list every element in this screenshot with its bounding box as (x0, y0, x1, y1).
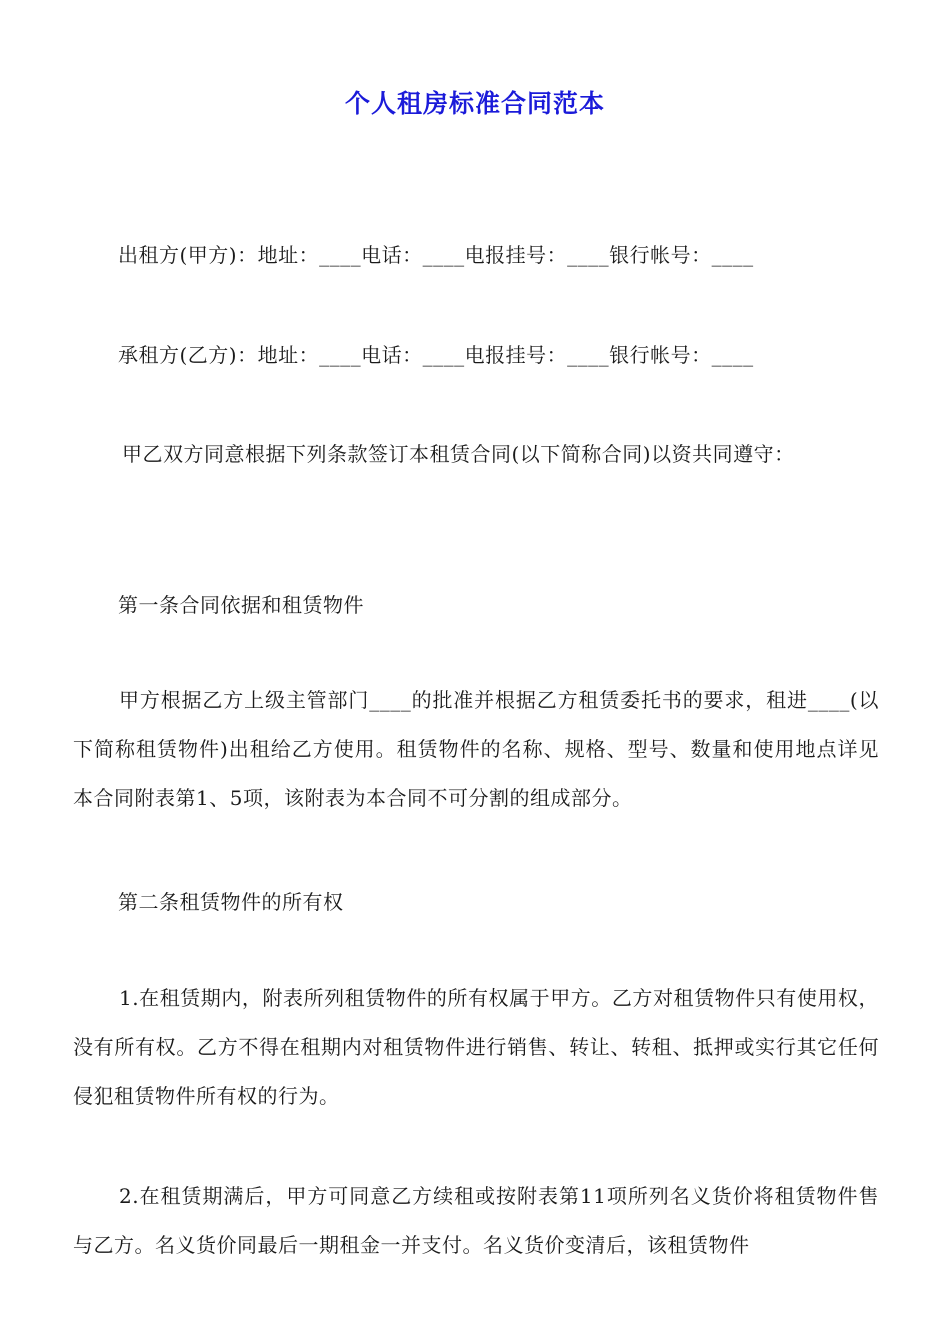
article-2-heading: 第二条租赁物件的所有权 (118, 890, 344, 914)
preamble-text: 甲乙双方同意根据下列条款签订本租赁合同(以下简称合同)以资共同遵守： (122, 442, 795, 466)
article-2-item-1: 1.在租赁期内，附表所列租赁物件的所有权属于甲方。乙方对租赁物件只有使用权，没有所有权。乙方不得在租期内对租赁物件进行销售、转让、转租、抵押或实行其它任何侵犯租赁物件所有权的行为。 (73, 986, 879, 1108)
lessor-info-line: 出租方(甲方)：地址：____电话：____电报挂号：____银行帐号：____ (118, 243, 754, 267)
article-2-item-2: 2.在租赁期满后，甲方可同意乙方续租或按附表第11项所列名义货价将租赁物件售与乙方。名义货价同最后一期租金一并支付。名义货价变清后，该租赁物件 (73, 1184, 879, 1257)
lessee-info-line: 承租方(乙方)：地址：____电话：____电报挂号：____银行帐号：____ (118, 343, 754, 367)
article-1-paragraph: 甲方根据乙方上级主管部门____的批准并根据乙方租赁委托书的要求，租进____(以下简称租赁物件)出租给乙方使用。租赁物件的名称、规格、型号、数量和使用地点详见本合同附表第1、5项，该附表为本合同不可分割的组成部分。 (73, 688, 879, 810)
article-1-heading: 第一条合同依据和租赁物件 (118, 593, 364, 617)
document-title: 个人租房标准合同范本 (344, 89, 605, 118)
